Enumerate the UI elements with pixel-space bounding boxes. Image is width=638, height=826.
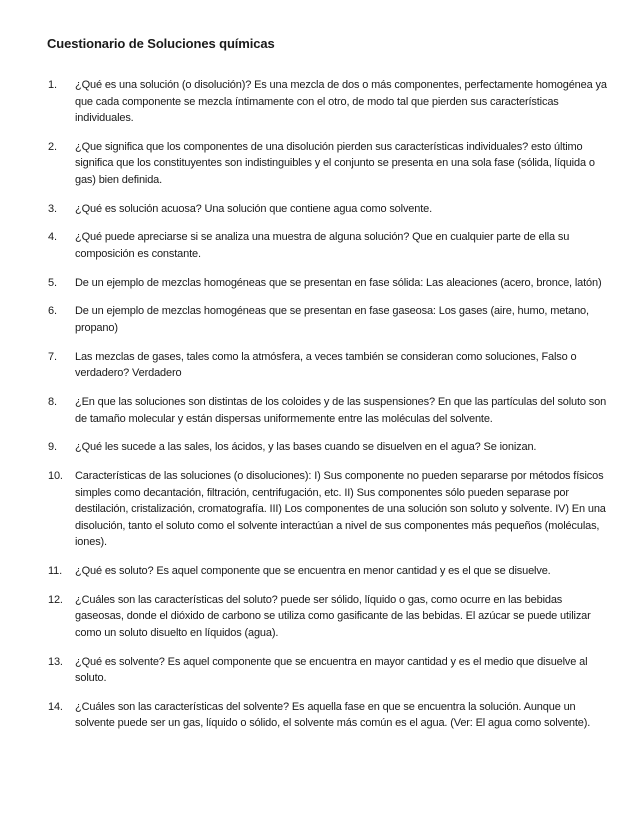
question-number: 5. [48,276,57,289]
question-number: 10. [48,470,63,483]
question-text: ¿Qué les sucede a las sales, los ácidos, y las bases cuando se disuelven en el agua? Se ionizan. [75,441,537,454]
question-item [48,592,608,642]
question-number: 3. [48,202,57,215]
question-item [48,201,608,218]
question-item [48,394,608,427]
question-text: Características de las soluciones (o disoluciones): I) Sus componente no pueden separarse por métodos físicos simples como decantación, filtración, centrifugación, etc. II) Sus componentes sólo pueden separase por destilación, cristalización, cromatografía. III) Los componentes de una solución son soluto y solvente. IV) En una disolución, tanto el soluto como el solvente interactúan a nivel de sus componentes más pequeños (moléculas, iones). [75,470,606,549]
question-number: 6. [48,305,57,318]
question-item [48,654,608,687]
question-text: ¿Qué es solvente? Es aquel componente que se encuentra en mayor cantidad y es el medio que disuelve al soluto. [75,655,588,685]
question-item [48,468,608,551]
question-number: 1. [48,79,57,91]
question-item [48,349,608,382]
question-number: 12. [48,593,63,606]
question-text: ¿Qué es una solución (o disolución)? Es una mezcla de dos o más componentes, perfectamente homogénea ya que cada componente se mezcla íntimamente con el otro, de modo tal que pierden sus características individuales. [75,79,607,124]
question-number: 7. [48,350,57,363]
question-text: ¿Qué es solución acuosa? Una solución que contiene agua como solvente. [75,202,433,215]
question-text: ¿Que significa que los componentes de una disolución pierden sus características individuales? esto último significa que los constituyentes son indistinguibles y el conjunto se presenta en una sola fase (sólida, líquida o gas) bien definida. [75,140,595,186]
question-item [48,303,608,336]
question-text: De un ejemplo de mezclas homogéneas que se presentan en fase sólida: Las aleaciones (acero, bronce, latón) [75,276,602,289]
question-number: 4. [48,231,57,244]
question-number: 8. [48,396,57,409]
question-item [48,77,608,127]
question-item [48,275,608,292]
question-number: 2. [48,140,57,153]
question-text: Las mezclas de gases, tales como la atmósfera, a veces también se consideran como soluciones, Falso o verdadero? Verdadero [75,350,577,380]
question-number: 13. [48,655,63,668]
question-number: 9. [48,441,57,454]
question-text: ¿Cuáles son las características del solvente? Es aquella fase en que se encuentra la solución. Aunque un solvente puede ser un gas, líquido o sólido, el solvente más común es el agua. (Ver: El agua como solvente). [75,700,591,730]
question-text: De un ejemplo de mezclas homogéneas que se presentan en fase gaseosa: Los gases (aire, humo, metano, propano) [75,305,589,334]
question-number: 11. [48,564,63,577]
question-item [48,139,608,189]
question-item [48,563,608,580]
question-list [48,77,608,744]
question-item [48,439,608,456]
question-item [48,699,608,732]
question-number: 14. [48,700,63,713]
question-text: ¿Qué puede apreciarse si se analiza una muestra de alguna solución? Que en cualquier parte de ella su composición es constante. [75,231,570,260]
question-text: ¿En que las soluciones son distintas de los coloides y de las suspensiones? En que las partículas del soluto son de tamaño molecular y están dispersas uniformemente entre las moléculas del solvente. [75,396,607,425]
document-title: Cuestionario de Soluciones químicas [47,36,275,51]
question-text: ¿Qué es soluto? Es aquel componente que se encuentra en menor cantidad y es el que se disuelve. [75,564,551,577]
question-item [48,229,608,262]
question-text: ¿Cuáles son las características del soluto? puede ser sólido, líquido o gas, como ocurre en las bebidas gaseosas, donde el dióxido de carbono se utiliza como gasificante de las bebidas. El azúcar se puede utilizar como un soluto disuelto en líquidos (agua). [75,593,591,639]
